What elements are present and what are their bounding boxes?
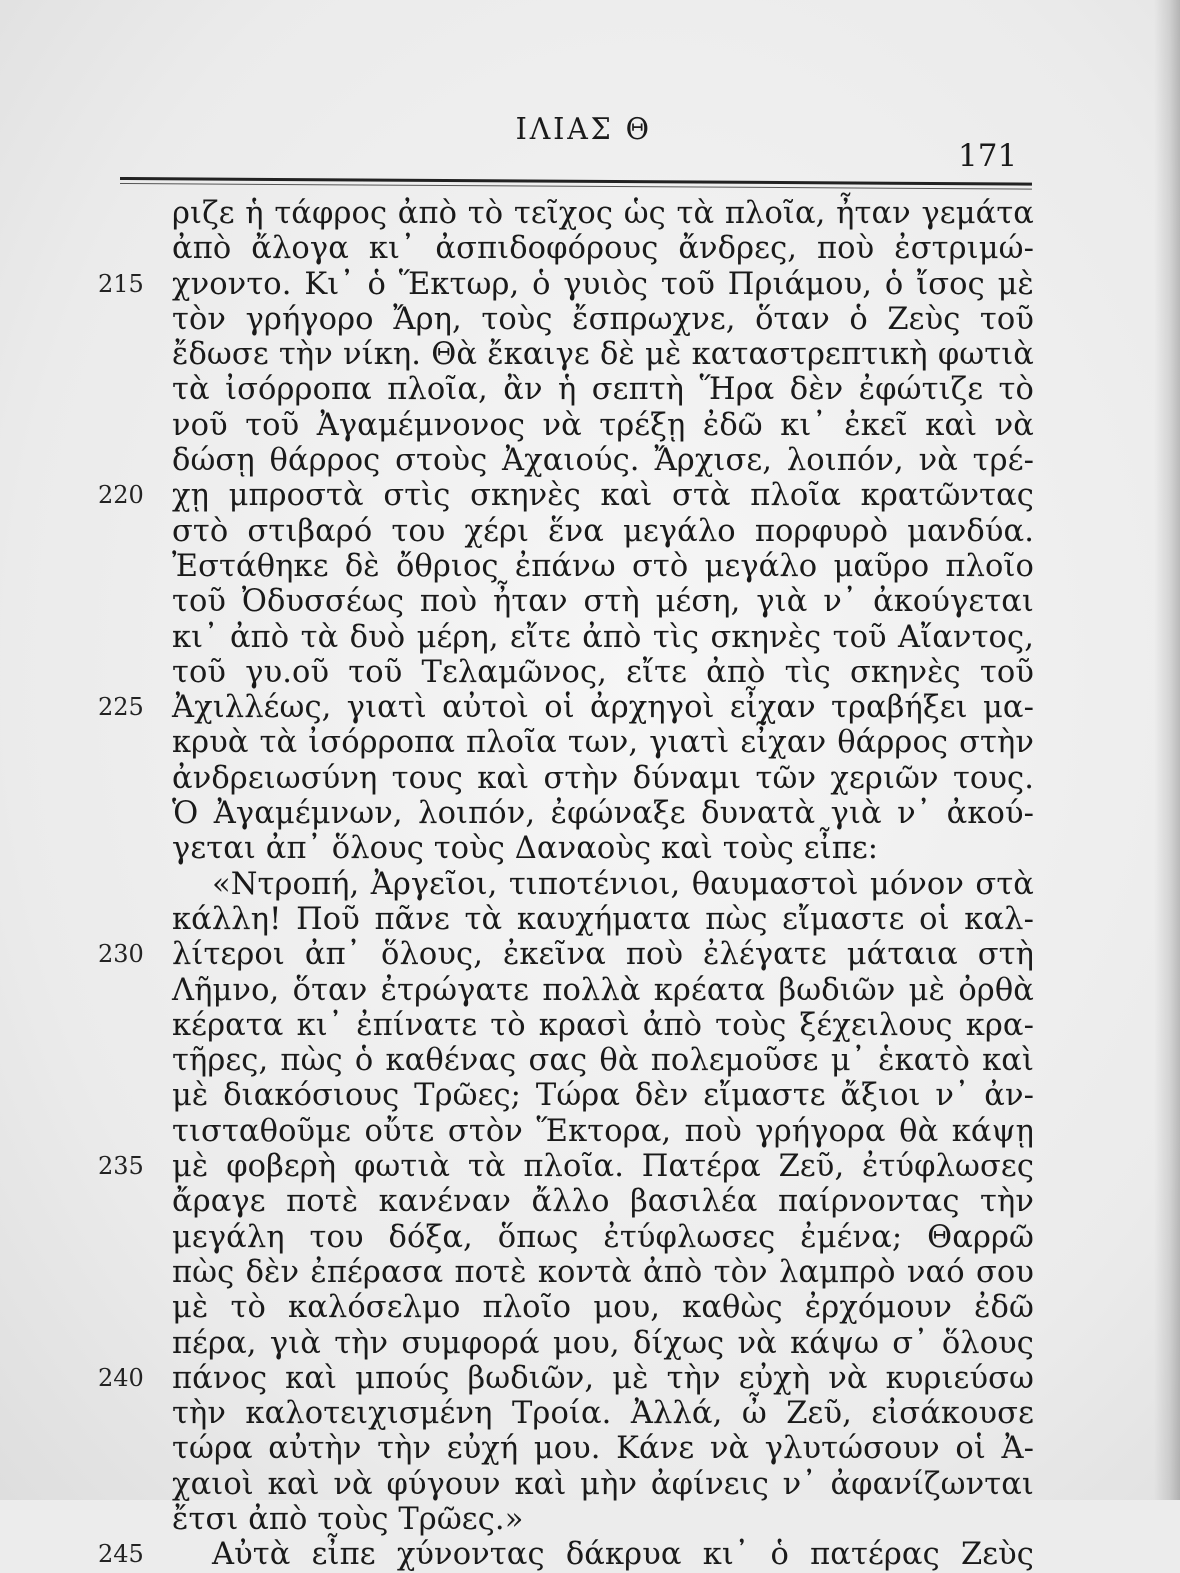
line-number: 220: [98, 481, 144, 510]
text-line: χαιοὶ καὶ νὰ φύγουν καὶ μὴν ἀφίνεις ν᾽ ἀφανίζωνται: [172, 1466, 1034, 1502]
page-edge-shadow: [1154, 0, 1180, 1500]
line-number: 225: [98, 693, 144, 722]
text-line: πέρα, γιὰ τὴν συμφορά μου, δίχως νὰ κάψω σ᾽ ὅλους: [172, 1325, 1034, 1361]
text-line: χῃ μπροστὰ στὶς σκηνὲς καὶ στὰ πλοῖα κρατῶντας: [172, 478, 1034, 514]
body-text: [172, 196, 1034, 1573]
text-line: μεγάλη του δόξα, ὅπως ἐτύφλωσες ἐμένα; Θαρρῶ: [172, 1219, 1034, 1255]
text-line: Ὁ Ἀγαμέμνων, λοιπόν, ἐφώναξε δυνατὰ γιὰ ν᾽ ἀκού-: [172, 796, 1034, 832]
text-line: ἔτσι ἀπὸ τοὺς Τρῶες.»: [172, 1501, 524, 1537]
text-line: τώρα αὐτὴν τὴν εὐχή μου. Κάνε νὰ γλυτώσουν οἱ Ἀ-: [172, 1431, 1034, 1467]
text-line: χνοντο. Κι᾽ ὁ Ἕκτωρ, ὁ γυιὸς τοῦ Πριάμου, ὁ ἴσος μὲ: [172, 266, 1034, 302]
text-line: «Ντροπή, Ἀργεῖοι, τιποτένιοι, θαυμαστοὶ μόνον στὰ: [212, 866, 1034, 902]
text-line: Αὐτὰ εἶπε χύνοντας δάκρυα κι᾽ ὁ πατέρας Ζεὺς: [212, 1537, 1034, 1573]
text-line: μὲ διακόσιους Τρῶες; Τώρα δὲν εἴμαστε ἄξιοι ν᾽ ἀν-: [172, 1078, 1034, 1114]
text-line: τὴν καλοτειχισμένη Τροία. Ἀλλά, ὦ Ζεῦ, εἰσάκουσε: [172, 1396, 1034, 1432]
text-line: πάνος καὶ μπούς βωδιῶν, μὲ τὴν εὐχὴ νὰ κυριεύσω: [172, 1360, 1034, 1396]
line-number: 240: [98, 1363, 144, 1392]
text-line: τοῦ Ὀδυσσέως ποὺ ἦταν στὴ μέση, γιὰ ν᾽ ἀκούγεται: [172, 584, 1034, 620]
text-line: στὸ στιβαρό του χέρι ἕνα μεγάλο πορφυρὸ μανδύα.: [172, 513, 1034, 549]
text-line: κι᾽ ἀπὸ τὰ δυὸ μέρη, εἴτε ἀπὸ τὶς σκηνὲς τοῦ Αἴαντος,: [172, 619, 1034, 655]
text-line: Ἐστάθηκε δὲ ὄθριος ἐπάνω στὸ μεγάλο μαῦρο πλοῖο: [172, 548, 1034, 584]
text-line: ριζε ἡ τάφρος ἀπὸ τὸ τεῖχος ὡς τὰ πλοῖα, ἦταν γεμάτα: [172, 196, 1034, 231]
text-line: δώσῃ θάρρος στοὺς Ἀχαιούς. Ἄρχισε, λοιπόν, νὰ τρέ-: [172, 443, 1034, 479]
text-line: ἔδωσε τὴν νίκη. Θὰ ἔκαιγε δὲ μὲ καταστρεπτικὴ φωτιὰ: [172, 337, 1034, 373]
text-line: κέρατα κι᾽ ἐπίνατε τὸ κρασὶ ἀπὸ τοὺς ξέχειλους κρα-: [172, 1007, 1034, 1043]
text-line: ἄραγε ποτὲ κανέναν ἄλλο βασιλέα παίρνοντας τὴν: [172, 1184, 1034, 1220]
text-line: μὲ τὸ καλόσελμο πλοῖο μου, καθὼς ἐρχόμουν ἐδῶ: [172, 1290, 1034, 1326]
text-line: Λῆμνο, ὅταν ἐτρώγατε πολλὰ κρέατα βωδιῶν μὲ ὀρθὰ: [172, 972, 1034, 1008]
text-line: νοῦ τοῦ Ἀγαμέμνονος νὰ τρέξῃ ἐδῶ κι᾽ ἐκεῖ καὶ νὰ: [172, 407, 1034, 443]
text-line: τισταθοῦμε οὔτε στὸν Ἕκτορα, ποὺ γρήγορα θὰ κάψῃ: [172, 1113, 1034, 1149]
text-line: κρυὰ τὰ ἰσόρροπα πλοῖα των, γιατὶ εἶχαν θάρρος στὴν: [172, 725, 1034, 761]
text-line: μὲ φοβερὴ φωτιὰ τὰ πλοῖα. Πατέρα Ζεῦ, ἐτύφλωσες: [172, 1149, 1034, 1185]
line-number: 230: [98, 940, 144, 969]
text-line: τὰ ἰσόρροπα πλοῖα, ἂν ἡ σεπτὴ Ἥρα δὲν ἐφώτιζε τὸ: [172, 372, 1034, 408]
text-line: λίτεροι ἀπ᾽ ὅλους, ἐκεῖνα ποὺ ἐλέγατε μάταια στὴ: [172, 937, 1034, 973]
text-line: κάλλη! Ποῦ πᾶνε τὰ καυχήματα πὼς εἴμαστε οἱ καλ-: [172, 901, 1034, 937]
text-line: τῆρες, πὼς ὁ καθένας σας θὰ πολεμοῦσε μ᾽ ἑκατὸ καὶ: [172, 1043, 1034, 1079]
text-line: ἀπὸ ἄλογα κι᾽ ἀσπιδοφόρους ἄνδρες, ποὺ ἐστριμώ-: [172, 231, 1034, 267]
line-number: 235: [98, 1152, 144, 1181]
running-header-title: ΙΛΙΑΣ Θ: [515, 112, 652, 147]
text-line: τὸν γρήγορο Ἄρη, τοὺς ἔσπρωχνε, ὅταν ὁ Ζεὺς τοῦ: [172, 301, 1034, 337]
text-line: τοῦ γυ.οῦ τοῦ Τελαμῶνος, εἴτε ἀπὸ τὶς σκηνὲς τοῦ: [172, 654, 1034, 690]
line-number: 215: [98, 269, 144, 298]
text-line: Ἀχιλλέως, γιατὶ αὐτοὶ οἱ ἀρχηγοὶ εἶχαν τραβήξει μα-: [172, 690, 1034, 726]
text-line: πὼς δὲν ἐπέρασα ποτὲ κοντὰ ἀπὸ τὸν λαμπρὸ ναό σου: [172, 1254, 1034, 1290]
line-number: 245: [98, 1540, 144, 1569]
text-line: γεται ἀπ᾽ ὅλους τοὺς Δαναοὺς καὶ τοὺς εἶπε:: [172, 831, 879, 867]
page-number: 171: [958, 138, 1018, 174]
text-line: ἀνδρειωσύνη τους καὶ στὴν δύναμι τῶν χεριῶν τους.: [172, 760, 1034, 796]
